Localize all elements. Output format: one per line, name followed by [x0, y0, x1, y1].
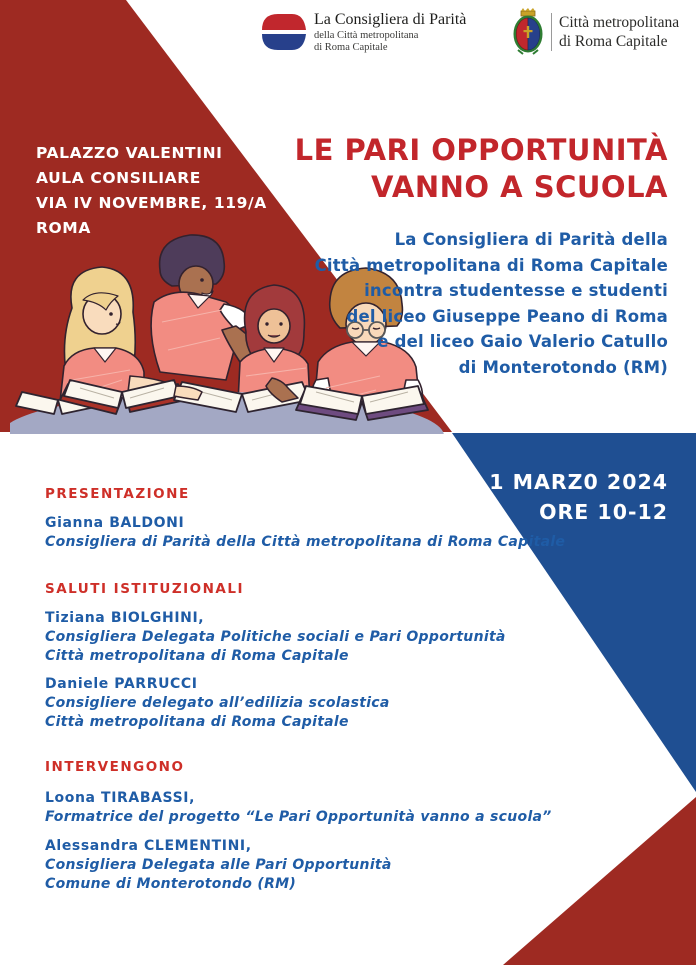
event-time: ORE 10-12 [539, 500, 668, 524]
speaker-name: Alessandra CLEMENTINI, [45, 838, 252, 854]
speaker-role: Consigliere delegato all’edilizia scolastica [45, 695, 390, 711]
speaker-name: Daniele PARRUCCI [45, 676, 198, 692]
ribbon-flag-icon [260, 10, 308, 54]
coat-of-arms-icon [510, 8, 546, 56]
program-entry [45, 609, 645, 666]
program-entry [45, 837, 645, 894]
consigliera-logo [260, 10, 466, 54]
speaker-role: Consigliera Delegata Politiche sociali e Pari Opportunità [45, 629, 506, 645]
logo-left-subtitle2: di Roma Capitale [314, 42, 388, 53]
logo-left-subtitle1: della Città metropolitana [314, 30, 419, 41]
venue-line3: VIA IV NOVEMBRE, 119/A [36, 194, 267, 212]
logo-separator [551, 13, 552, 51]
citta-metropolitana-logo [510, 8, 679, 56]
speaker-role: Città metropolitana di Roma Capitale [45, 714, 349, 730]
program [45, 486, 645, 894]
title-line1: LE PARI OPPORTUNITÀ [294, 133, 668, 167]
intro-line2: Città metropolitana di Roma Capitale [314, 255, 668, 275]
intro-line4: del liceo Giuseppe Peano di Roma [346, 306, 668, 326]
program-entry [45, 675, 645, 732]
venue-block [36, 141, 267, 241]
intro-line3: incontra studentesse e studenti [364, 281, 668, 300]
speaker-role: Consigliera Delegata alle Pari Opportunità [45, 857, 392, 873]
intro-paragraph [315, 227, 668, 380]
title-line2: VANNO A SCUOLA [370, 170, 668, 204]
speaker-role: Città metropolitana di Roma Capitale [45, 648, 349, 664]
venue-line2: AULA CONSILIARE [36, 169, 201, 187]
speaker-name: Tiziana BIOLGHINI, [45, 610, 205, 626]
section-heading-presentazione: PRESENTAZIONE [45, 486, 190, 502]
section-heading-saluti: SALUTI ISTITUZIONALI [45, 581, 244, 597]
speaker-role: Formatrice del progetto “Le Pari Opportunità vanno a scuola” [45, 809, 552, 825]
intro-line6: di Monterotondo (RM) [458, 357, 668, 377]
intro-line1: La Consigliera di Parità della [394, 230, 668, 249]
logo-left-title: La Consigliera di Parità [314, 11, 467, 28]
intro-line5: e del liceo Gaio Valerio Catullo [377, 332, 668, 351]
speaker-role: Comune di Monterotondo (RM) [45, 876, 297, 892]
logo-right-line1: Città metropolitana [559, 14, 680, 31]
speaker-role: Consigliera di Parità della Città metropolitana di Roma Capitale [45, 534, 566, 550]
speaker-name: Loona TIRABASSI, [45, 790, 195, 806]
speaker-name: Gianna BALDONI [45, 515, 185, 531]
program-entry [45, 789, 645, 827]
logo-right-line2: di Roma Capitale [559, 33, 668, 50]
venue-line4: ROMA [36, 219, 91, 237]
event-date: 1 MARZ0 2024 [489, 470, 668, 494]
program-entry [45, 514, 645, 552]
section-heading-intervengono: INTERVENGONO [45, 759, 185, 775]
venue-line1: PALAZZO VALENTINI [36, 144, 223, 162]
page-title [295, 132, 668, 206]
